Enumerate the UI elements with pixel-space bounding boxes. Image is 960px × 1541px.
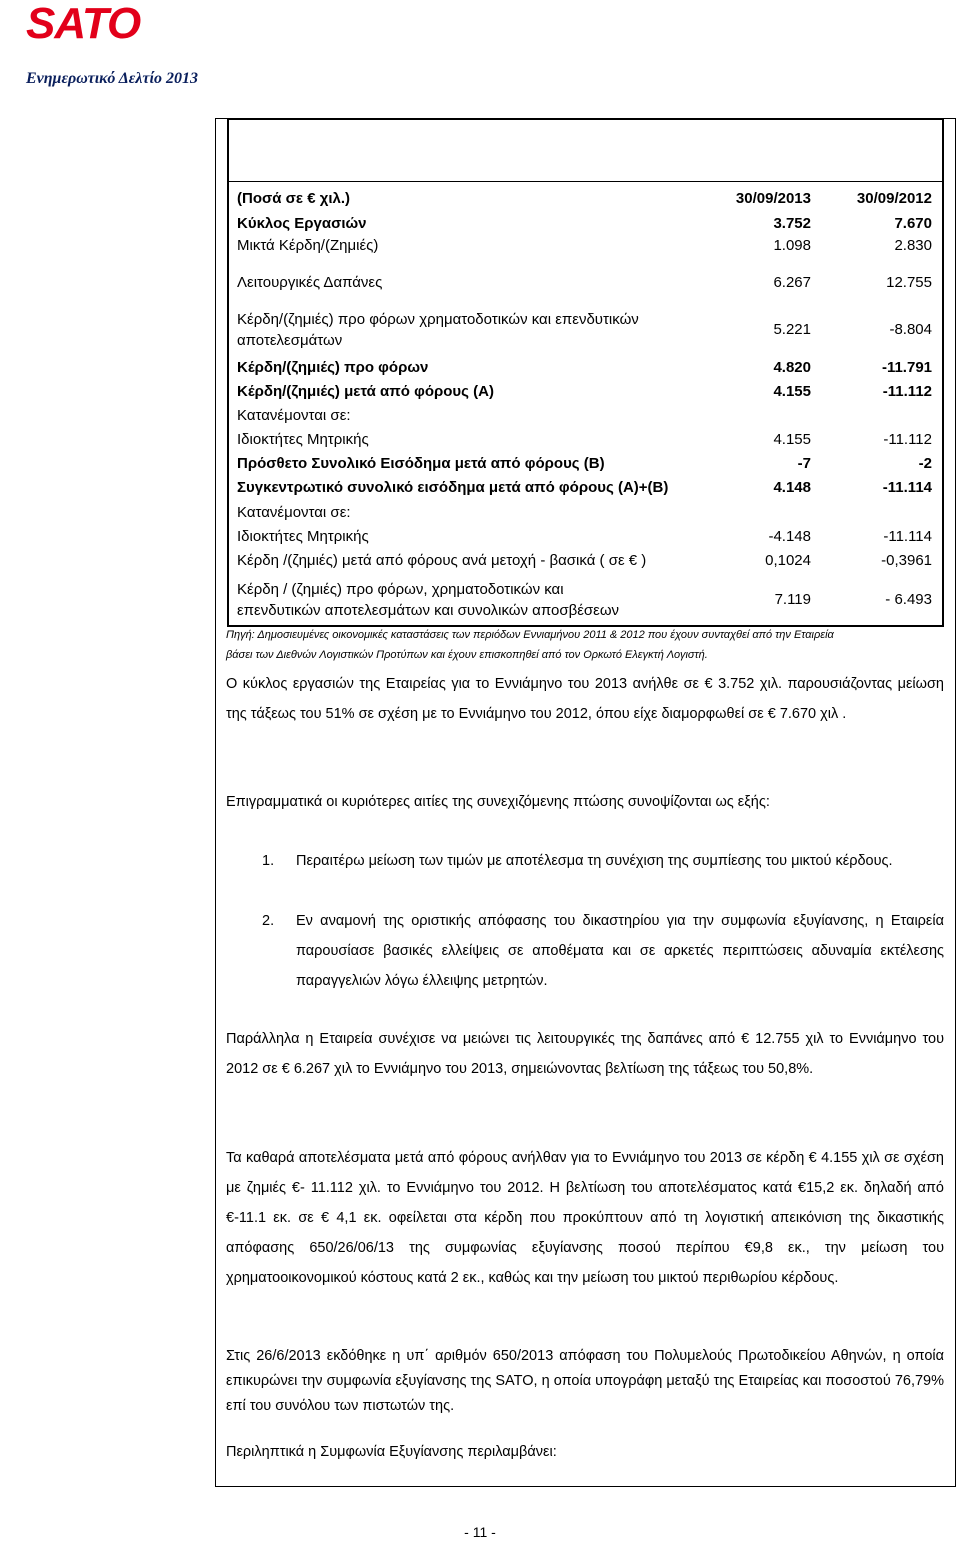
table-header-col2: 30/09/2012 [856, 190, 932, 207]
row-value-2013: 7.119 [774, 591, 811, 608]
row-label: Λειτουργικές Δαπάνες [237, 274, 383, 291]
row-label-continued: αποτελεσμάτων [237, 332, 343, 349]
row-label: Κέρδη/(ζημιές) προ φόρων χρηματοδοτικών και επενδυτικών [237, 311, 639, 328]
row-label: Κέρδη/(ζημιές) προ φόρων [237, 359, 429, 376]
row-value-2013: 4.155 [773, 431, 811, 448]
row-value-2012: -11.112 [883, 431, 932, 448]
list-number: 2. [262, 913, 275, 929]
paragraph-court-decision: Στις 26/6/2013 εκδόθηκε η υπ΄ αριθμόν 650/2013 απόφαση του Πολυμελούς Πρωτοδικείου Αθηνών, η οποία επικυρώνει την συμφωνία εξυγίανσης της SATO, η οποία υπογράφη μεταξύ της Εταιρείας και ποσοστού 76,79% επί του συνόλου των πιστωτών της. [226, 1348, 944, 1414]
row-label: Πρόσθετο Συνολικό Εισόδημα μετά από φόρους (Β) [237, 455, 605, 472]
paragraph-causes-intro: Επιγραμματικά οι κυριότερες αιτίες της συνεχιζόμενης πτώσης συνοψίζονται ως εξής: [226, 794, 770, 810]
row-value-2013: 4.820 [773, 359, 811, 376]
sato-logo: SATO [26, 0, 141, 48]
list-item: Εν αναμονή της οριστικής απόφασης του δικαστηρίου για την συμφωνία εξυγίανσης, η Εταιρεία παρουσίασε βασικές ελλείψεις σε αποθέματα και σε αρκετές περιπτώσεις αδυναμία εκτέλεσης παραγγελιών λόγω έλλειψης μετρητών. [296, 913, 944, 989]
row-label: Κέρδη/(ζημιές) μετά από φόρους (Α) [237, 383, 494, 400]
row-value-2012: -11.112 [882, 383, 932, 400]
table-row [237, 581, 937, 621]
paragraph-net-results: Τα καθαρά αποτελέσματα μετά από φόρους ανήλθαν για το Εννιάμηνο του 2013 σε κέρδη € 4.155 χιλ σε σχέση με ζημιές €- 11.112 χιλ. το Εννιάμηνο του 2012. Η βελτίωση του αποτελέσματος κατά €15,2 εκ. δηλαδή από €-11.1 εκ. σε € 4,1 εκ. οφείλεται στα κέρδη που προκύπτουν από τη λογιστική απεικόνιση της δικαστικής απόφασης 650/26/06/13 της συμφωνίας εξυγίανσης ποσού περίπου €9,8 εκ., την μείωση του χρηματοοικονομικού κόστους κατά 2 εκ., καθώς και την μείωση του μικτού περιθωρίου κέρδους. [226, 1150, 944, 1286]
list-item: Περαιτέρω μείωση των τιμών με αποτέλεσμα τη συνέχιση της συμπίεσης του μικτού κέρδους. [296, 853, 893, 869]
row-value-2012: - 6.493 [885, 591, 932, 608]
row-value-2013: -7 [797, 455, 811, 472]
row-label-continued: επενδυτικών αποτελεσμάτων και συνολικών αποσβέσεων [237, 602, 620, 619]
table-header-rule [227, 181, 944, 182]
page-frame-left [215, 118, 216, 1486]
row-value-2013: 0,1024 [765, 552, 811, 569]
row-value-2012: -11.114 [883, 528, 932, 545]
table-header-col1: 30/09/2013 [735, 190, 811, 207]
row-label: Κατανέμονται σε: [237, 407, 351, 424]
paragraph-agreement-intro: Περιληπτικά η Συμφωνία Εξυγίανσης περιλαμβάνει: [226, 1444, 557, 1460]
row-value-2012: 7.670 [894, 215, 932, 232]
paragraph-revenue: Ο κύκλος εργασιών της Εταιρείας για το Εννιάμηνο του 2013 ανήλθε σε € 3.752 χιλ. παρουσιάζοντας μείωση της τάξεως του 51% σε σχέση με το Εννιάμηνο του 2012, όπου είχε διαμορφωθεί σε € 7.670 χιλ . [226, 676, 944, 722]
row-value-2012: 2.830 [894, 237, 932, 254]
row-value-2013: -4.148 [768, 528, 811, 545]
row-value-2013: 6.267 [773, 274, 811, 291]
list-number: 1. [262, 853, 275, 869]
row-value-2013: 1.098 [773, 237, 811, 254]
row-value-2012: -8.804 [889, 321, 932, 338]
row-value-2012: -2 [918, 455, 932, 472]
row-label: Κέρδη /(ζημιές) μετά από φόρους ανά μετοχή - βασικά ( σε € ) [237, 552, 647, 569]
table-row [237, 311, 937, 351]
row-value-2012: 12.755 [886, 274, 932, 291]
page-frame-right [955, 118, 956, 1486]
row-label: Συγκεντρωτικό συνολικό εισόδημα μετά από φόρους (Α)+(Β) [237, 479, 669, 496]
source-line-1: Πηγή: Δημοσιευμένες οικονομικές καταστάσεις των περιόδων Εννιαμήνου 2011 & 2012 που έχουν συνταχθεί από την Εταιρεία [226, 629, 834, 641]
paragraph-expenses: Παράλληλα η Εταιρεία συνέχισε να μειώνει τις λειτουργικές της δαπάνες από € 12.755 χιλ το Εννιάμηνο του 2012 σε € 6.267 χιλ το Εννιάμηνο του 2013, σημειώνοντας βελτίωση της τάξεως του 50,8%. [226, 1031, 944, 1077]
row-value-2013: 4.155 [773, 383, 811, 400]
row-label: Μικτά Κέρδη/(Ζημιές) [237, 237, 379, 254]
row-value-2013: 4.148 [773, 479, 811, 496]
row-value-2012: -0,3961 [881, 552, 932, 569]
table-header-label: (Ποσά σε € χιλ.) [237, 190, 351, 207]
page-number: - 11 - [464, 1524, 496, 1540]
row-label: Ιδιοκτήτες Μητρικής [237, 431, 369, 448]
source-line-2: βάσει των Διεθνών Λογιστικών Προτύπων και έχουν επισκοπηθεί από τον Ορκωτό Ελεγκτή Λογιστή. [226, 649, 708, 661]
row-label: Κατανέμονται σε: [237, 504, 351, 521]
table-source-note [226, 625, 946, 665]
table-frame-right [942, 118, 944, 627]
page-frame-bottom [215, 1486, 956, 1487]
table-frame-left [227, 118, 229, 627]
row-value-2012: -11.114 [882, 479, 932, 496]
row-value-2012: -11.791 [881, 359, 932, 376]
row-label: Κύκλος Εργασιών [237, 215, 367, 232]
row-value-2013: 5.221 [773, 321, 811, 338]
row-label: Κέρδη / (ζημιές) προ φόρων, χρηματοδοτικών και [237, 581, 564, 598]
row-label: Ιδιοκτήτες Μητρικής [237, 528, 369, 545]
document-subtitle: Ενημερωτικό Δελτίο 2013 [26, 70, 198, 87]
table-frame-top [227, 118, 944, 120]
row-value-2013: 3.752 [773, 215, 811, 232]
